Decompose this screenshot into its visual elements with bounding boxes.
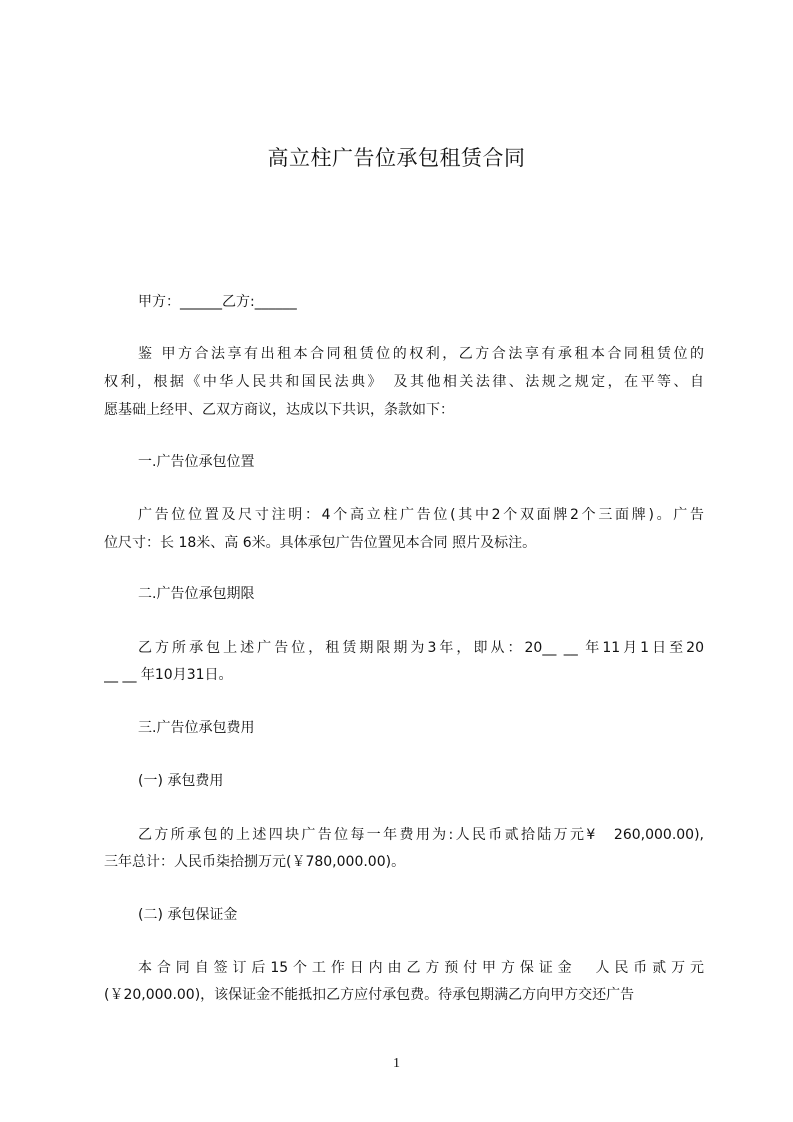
section-3-sub-1-heading: (一) 承包费用 — [138, 773, 224, 789]
section-3-sub-1-line-2: 三年总计：人民币柒拾捌万元(￥780,000.00)。 — [104, 854, 406, 870]
preamble-line-3: 愿基础上经甲、乙双方商议，达成以下共识，条款如下： — [104, 402, 454, 418]
section-3-sub-2-line-2: (￥20,000.00)，该保证金不能抵扣乙方应付承包费。待承包期满乙方向甲方交还广告 — [104, 987, 635, 1003]
section-3-sub-2-line-1: 本合同自签订后15个工作日内由乙方预付甲方保证金 人民币贰万元 — [138, 960, 704, 976]
page-number: 1 — [393, 1056, 400, 1071]
section-1-line-2: 位尺寸：长 18米、高 6米。具体承包广告位置见本合同 照片及标注。 — [104, 535, 537, 551]
section-1-heading: 一.广告位承包位置 — [138, 454, 255, 470]
section-1-line-1: 广告位位置及尺寸注明：4个高立柱广告位(其中2个双面牌2个三面牌)。广告 — [138, 507, 704, 523]
section-3-sub-2-heading: (二) 承包保证金 — [138, 907, 238, 923]
parties-line: 甲方：______乙方:______ — [138, 294, 297, 310]
section-2-line-2: __ __ 年10月31日。 — [104, 667, 233, 683]
preamble-line-2: 权利，根据《中华人民共和国民法典》 及其他相关法律、法规之规定，在平等、自 — [104, 374, 704, 390]
document-title: 高立柱广告位承包租赁合同 — [267, 146, 526, 170]
section-2-line-1: 乙方所承包上述广告位，租赁期限期为3年，即从：20__ __ 年11月1日至20 — [138, 640, 704, 656]
preamble-line-1: 鉴 甲方合法享有出租本合同租赁位的权利，乙方合法享有承租本合同租赁位的 — [138, 346, 704, 362]
section-3-sub-1-line-1: 乙方所承包的上述四块广告位每一年费用为:人民币贰拾陆万元¥ 260,000.00), — [138, 827, 704, 843]
section-3-heading: 三.广告位承包费用 — [138, 720, 255, 736]
section-2-heading: 二.广告位承包期限 — [138, 586, 255, 602]
